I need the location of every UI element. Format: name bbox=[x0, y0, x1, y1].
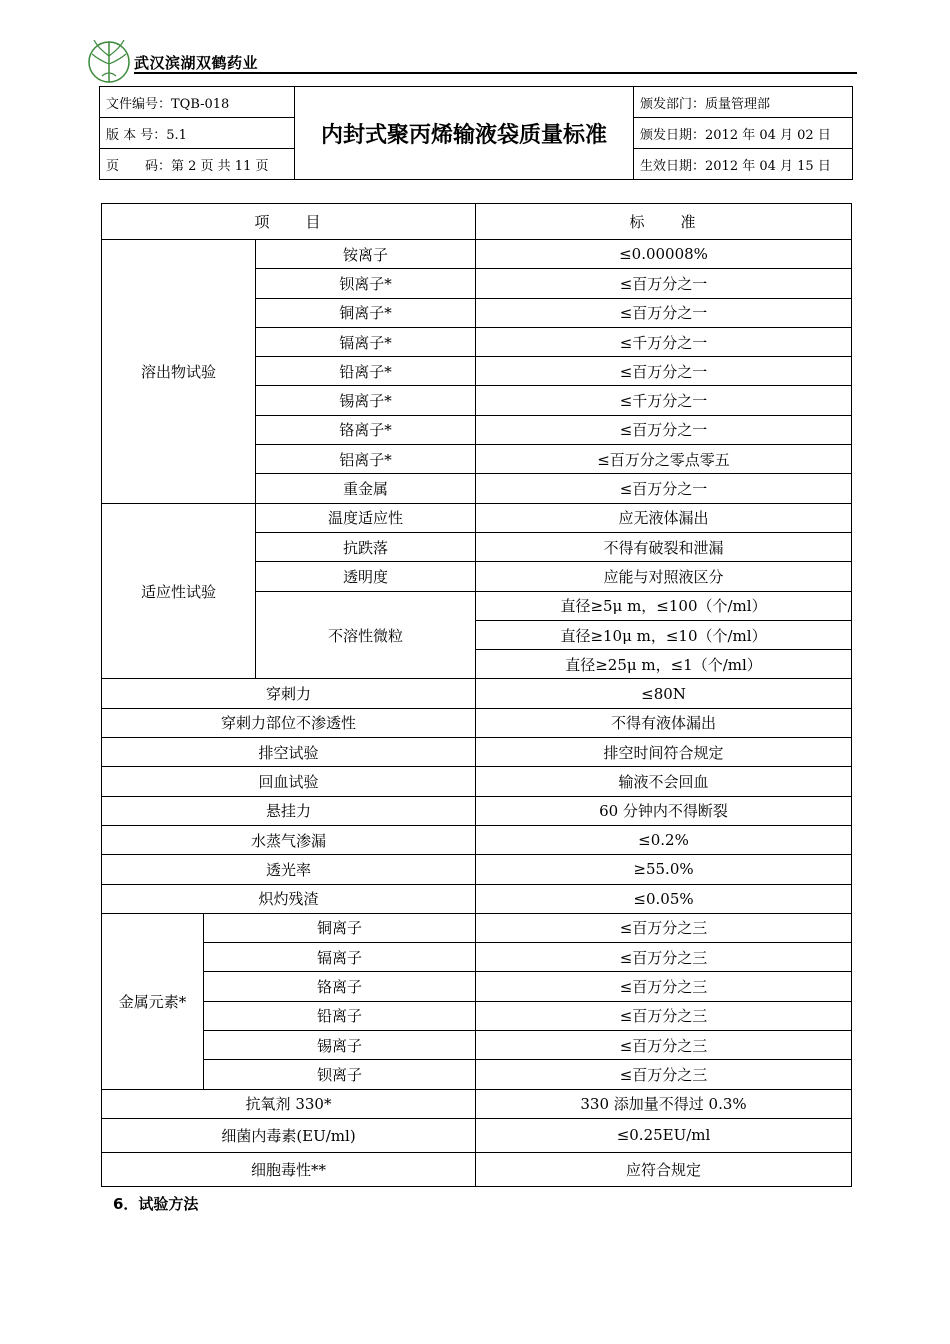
company-name: 武汉滨湖双鹤药业 bbox=[134, 54, 259, 72]
table-cell-item: 悬挂力 bbox=[102, 796, 476, 825]
category-metals: 金属元素* bbox=[102, 913, 204, 1089]
table-cell-standard: 应能与对照液区分 bbox=[476, 562, 852, 591]
table-cell-item: 抗跌落 bbox=[256, 532, 476, 561]
table-cell-item: 铜离子 bbox=[204, 913, 476, 942]
table-cell-item: 铅离子 bbox=[204, 1001, 476, 1030]
table-cell-standard: ≤百万分之三 bbox=[476, 913, 852, 942]
table-cell-standard: 排空时间符合规定 bbox=[476, 738, 852, 767]
table-cell-item: 透光率 bbox=[102, 855, 476, 884]
table-cell-standard: 不得有破裂和泄漏 bbox=[476, 532, 852, 561]
document-header-table bbox=[99, 86, 853, 180]
header-rule bbox=[134, 72, 857, 74]
table-cell-standard: ≤百万分之三 bbox=[476, 943, 852, 972]
table-cell-standard: ≤千万分之一 bbox=[476, 386, 852, 415]
table-cell-standard: ≤百万分之三 bbox=[476, 1031, 852, 1060]
page-number: 页 码：第 2 页 共 11 页 bbox=[100, 149, 295, 180]
table-cell-item: 透明度 bbox=[256, 562, 476, 591]
section-heading: 6．试验方法 bbox=[113, 1195, 199, 1213]
table-cell-standard: 应无液体漏出 bbox=[476, 503, 852, 532]
table-cell-standard: ≤百万分之一 bbox=[476, 357, 852, 386]
table-cell-standard: ≤百万分之三 bbox=[476, 1001, 852, 1030]
table-cell-standard: 直径≥5μ m，≤100（个/ml） bbox=[476, 591, 852, 620]
table-cell-item: 铬离子 bbox=[204, 972, 476, 1001]
column-header-item: 项 目 bbox=[102, 204, 476, 240]
category-suitability: 适应性试验 bbox=[102, 503, 256, 679]
table-cell-standard: ≤百万分之一 bbox=[476, 269, 852, 298]
table-cell-standard: 60 分钟内不得断裂 bbox=[476, 796, 852, 825]
table-cell-standard: 直径≥25μ m，≤1（个/ml） bbox=[476, 650, 852, 679]
table-cell-item: 钡离子 bbox=[204, 1060, 476, 1089]
category-dissolution: 溶出物试验 bbox=[102, 240, 256, 504]
table-cell-standard: ≤0.00008% bbox=[476, 240, 852, 269]
table-cell-item: 镉离子 bbox=[204, 943, 476, 972]
table-cell-standard: ≥55.0% bbox=[476, 855, 852, 884]
table-cell-item: 锡离子 bbox=[204, 1031, 476, 1060]
table-cell-item: 铅离子* bbox=[256, 357, 476, 386]
table-cell-standard: 应符合规定 bbox=[476, 1152, 852, 1186]
table-cell-item: 细胞毒性** bbox=[102, 1152, 476, 1186]
table-cell-item: 回血试验 bbox=[102, 767, 476, 796]
company-logo bbox=[84, 36, 134, 88]
table-cell-standard: 直径≥10μ m，≤10（个/ml） bbox=[476, 620, 852, 649]
table-cell-item: 水蒸气渗漏 bbox=[102, 825, 476, 854]
table-cell-standard: ≤百万分之一 bbox=[476, 415, 852, 444]
issuing-department: 颁发部门：质量管理部 bbox=[634, 87, 853, 118]
table-cell-item: 镉离子* bbox=[256, 327, 476, 356]
table-cell-item: 锡离子* bbox=[256, 386, 476, 415]
table-cell-standard: ≤千万分之一 bbox=[476, 327, 852, 356]
table-cell-standard: 输液不会回血 bbox=[476, 767, 852, 796]
table-cell-item: 钡离子* bbox=[256, 269, 476, 298]
table-cell-item: 穿刺力部位不渗透性 bbox=[102, 708, 476, 737]
column-header-standard: 标 准 bbox=[476, 204, 852, 240]
document-title: 内封式聚丙烯输液袋质量标准 bbox=[295, 87, 634, 180]
table-cell-item: 铝离子* bbox=[256, 445, 476, 474]
table-cell-standard: ≤百万分之三 bbox=[476, 972, 852, 1001]
table-cell-standard: ≤百万分之一 bbox=[476, 474, 852, 503]
table-cell-standard: 330 添加量不得过 0.3% bbox=[476, 1089, 852, 1118]
table-cell-item: 穿刺力 bbox=[102, 679, 476, 708]
table-cell-item: 重金属 bbox=[256, 474, 476, 503]
table-cell-standard: ≤0.05% bbox=[476, 884, 852, 913]
table-cell-standard: ≤0.25EU/ml bbox=[476, 1118, 852, 1152]
table-cell-item: 抗氧剂 330* bbox=[102, 1089, 476, 1118]
effective-date: 生效日期：2012 年 04 月 15 日 bbox=[634, 149, 853, 180]
table-cell-item: 不溶性微粒 bbox=[256, 591, 476, 679]
table-cell-item: 温度适应性 bbox=[256, 503, 476, 532]
table-cell-standard: ≤百万分之三 bbox=[476, 1060, 852, 1089]
quality-standard-table bbox=[101, 203, 852, 1187]
table-cell-item: 细菌内毒素(EU/ml) bbox=[102, 1118, 476, 1152]
table-cell-standard: ≤百万分之一 bbox=[476, 298, 852, 327]
table-cell-standard: ≤百万分之零点零五 bbox=[476, 445, 852, 474]
table-cell-item: 铬离子* bbox=[256, 415, 476, 444]
table-cell-item: 铜离子* bbox=[256, 298, 476, 327]
file-number: 文件编号：TQB-018 bbox=[100, 87, 295, 118]
table-cell-standard: ≤0.2% bbox=[476, 825, 852, 854]
table-cell-standard: 不得有液体漏出 bbox=[476, 708, 852, 737]
table-cell-item: 炽灼残渣 bbox=[102, 884, 476, 913]
version-number: 版 本 号：5.1 bbox=[100, 118, 295, 149]
table-cell-standard: ≤80N bbox=[476, 679, 852, 708]
table-cell-item: 铵离子 bbox=[256, 240, 476, 269]
table-cell-item: 排空试验 bbox=[102, 738, 476, 767]
issue-date: 颁发日期：2012 年 04 月 02 日 bbox=[634, 118, 853, 149]
